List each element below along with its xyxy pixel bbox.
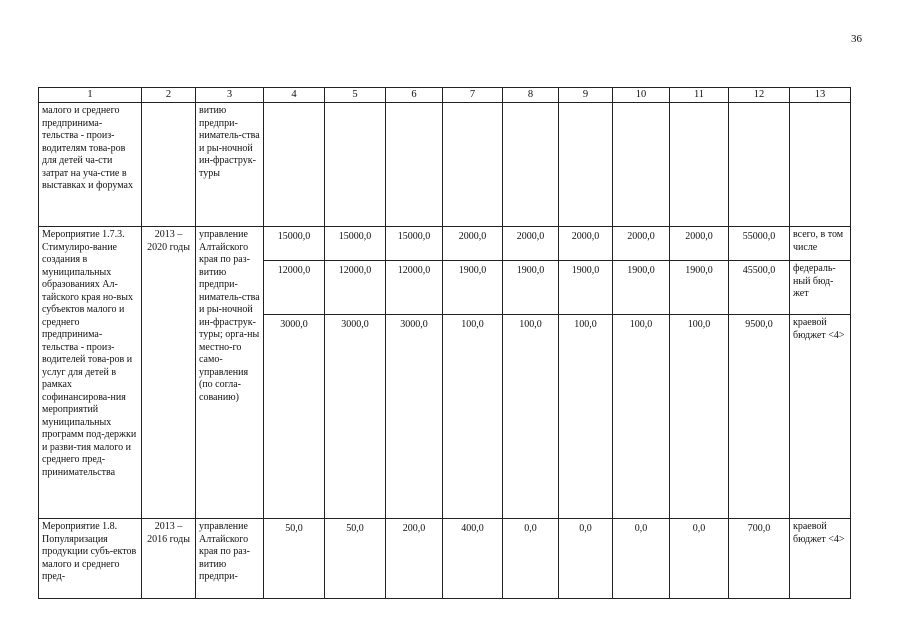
value-cell: 0,0 bbox=[503, 519, 559, 599]
value-cell: 100,0 bbox=[613, 315, 670, 519]
value-cell: 100,0 bbox=[503, 315, 559, 519]
funding-source-cell: федераль-ный бюд-жет bbox=[790, 261, 851, 315]
funding-source-cell: краевой бюджет <4> bbox=[790, 315, 851, 519]
empty-cell bbox=[264, 103, 325, 227]
column-header: 9 bbox=[559, 88, 613, 103]
value-cell: 0,0 bbox=[670, 519, 729, 599]
header-row bbox=[39, 88, 851, 103]
value-cell: 2000,0 bbox=[613, 227, 670, 261]
value-cell: 50,0 bbox=[325, 519, 386, 599]
value-cell: 50,0 bbox=[264, 519, 325, 599]
column-header: 6 bbox=[386, 88, 443, 103]
value-cell: 15000,0 bbox=[386, 227, 443, 261]
value-cell: 3000,0 bbox=[264, 315, 325, 519]
value-cell: 400,0 bbox=[443, 519, 503, 599]
executor-cell: управление Алтайского края по раз-витию предпри-ниматель-ства и ры-ночной ин-фраструк-туры; орга-ны местно-го само-управления (по согла-сованию) bbox=[196, 227, 264, 519]
column-header: 2 bbox=[142, 88, 196, 103]
value-cell: 2000,0 bbox=[559, 227, 613, 261]
column-header: 8 bbox=[503, 88, 559, 103]
column-header: 12 bbox=[729, 88, 790, 103]
value-cell: 9500,0 bbox=[729, 315, 790, 519]
column-header: 7 bbox=[443, 88, 503, 103]
value-cell: 200,0 bbox=[386, 519, 443, 599]
value-cell: 2000,0 bbox=[443, 227, 503, 261]
empty-cell bbox=[613, 103, 670, 227]
period-cell: 2013 – 2020 годы bbox=[142, 227, 196, 519]
funding-source-cell: краевой бюджет <4> bbox=[790, 519, 851, 599]
column-header: 5 bbox=[325, 88, 386, 103]
value-cell: 55000,0 bbox=[729, 227, 790, 261]
measure-name-cell: Мероприятие 1.8. Популяризация продукции субъ-ектов малого и среднего пред- bbox=[39, 519, 142, 599]
value-cell: 2000,0 bbox=[503, 227, 559, 261]
executor-cell: витию предпри-ниматель-ства и ры-ночной ин-фраструк-туры bbox=[196, 103, 264, 227]
value-cell: 100,0 bbox=[670, 315, 729, 519]
empty-cell bbox=[670, 103, 729, 227]
value-cell: 1900,0 bbox=[503, 261, 559, 315]
value-cell: 0,0 bbox=[559, 519, 613, 599]
column-header: 13 bbox=[790, 88, 851, 103]
column-header: 4 bbox=[264, 88, 325, 103]
value-cell: 3000,0 bbox=[386, 315, 443, 519]
period-cell: 2013 – 2016 годы bbox=[142, 519, 196, 599]
empty-cell bbox=[142, 103, 196, 227]
value-cell: 100,0 bbox=[559, 315, 613, 519]
empty-cell bbox=[729, 103, 790, 227]
value-cell: 12000,0 bbox=[325, 261, 386, 315]
value-cell: 3000,0 bbox=[325, 315, 386, 519]
value-cell: 1900,0 bbox=[670, 261, 729, 315]
measure-name-cell: малого и среднего предпринима-тельства - произ-водителям това-ров для детей ча-сти затрат на уча-стие в выставках и форумах bbox=[39, 103, 142, 227]
empty-cell bbox=[443, 103, 503, 227]
executor-cell: управление Алтайского края по раз-витию предпри- bbox=[196, 519, 264, 599]
empty-cell bbox=[790, 103, 851, 227]
table-row-1-7-3-total bbox=[39, 227, 851, 261]
funding-source-cell: всего, в том числе bbox=[790, 227, 851, 261]
empty-cell bbox=[559, 103, 613, 227]
value-cell: 15000,0 bbox=[264, 227, 325, 261]
value-cell: 700,0 bbox=[729, 519, 790, 599]
value-cell: 1900,0 bbox=[613, 261, 670, 315]
column-header: 1 bbox=[39, 88, 142, 103]
measure-name-cell: Мероприятие 1.7.3. Стимулиро-вание создания в муниципальных образованиях Ал-тайского края но-вых субъектов малого и среднего предпринима-тельства - произ-водителей това-ров и услуг для детей в рамках софинансирова-ния мероприятий муниципальных программ под-держки и разви-тия малого и среднего пред-принимательства bbox=[39, 227, 142, 519]
column-header: 11 bbox=[670, 88, 729, 103]
empty-cell bbox=[386, 103, 443, 227]
empty-cell bbox=[503, 103, 559, 227]
table-row-continuation bbox=[39, 103, 851, 227]
value-cell: 15000,0 bbox=[325, 227, 386, 261]
budget-table bbox=[38, 87, 851, 599]
page-number: 36 bbox=[851, 33, 862, 45]
value-cell: 2000,0 bbox=[670, 227, 729, 261]
value-cell: 100,0 bbox=[443, 315, 503, 519]
value-cell: 12000,0 bbox=[386, 261, 443, 315]
value-cell: 1900,0 bbox=[559, 261, 613, 315]
column-header: 10 bbox=[613, 88, 670, 103]
value-cell: 0,0 bbox=[613, 519, 670, 599]
empty-cell bbox=[325, 103, 386, 227]
value-cell: 12000,0 bbox=[264, 261, 325, 315]
column-header: 3 bbox=[196, 88, 264, 103]
value-cell: 45500,0 bbox=[729, 261, 790, 315]
value-cell: 1900,0 bbox=[443, 261, 503, 315]
table-row-1-8 bbox=[39, 519, 851, 599]
